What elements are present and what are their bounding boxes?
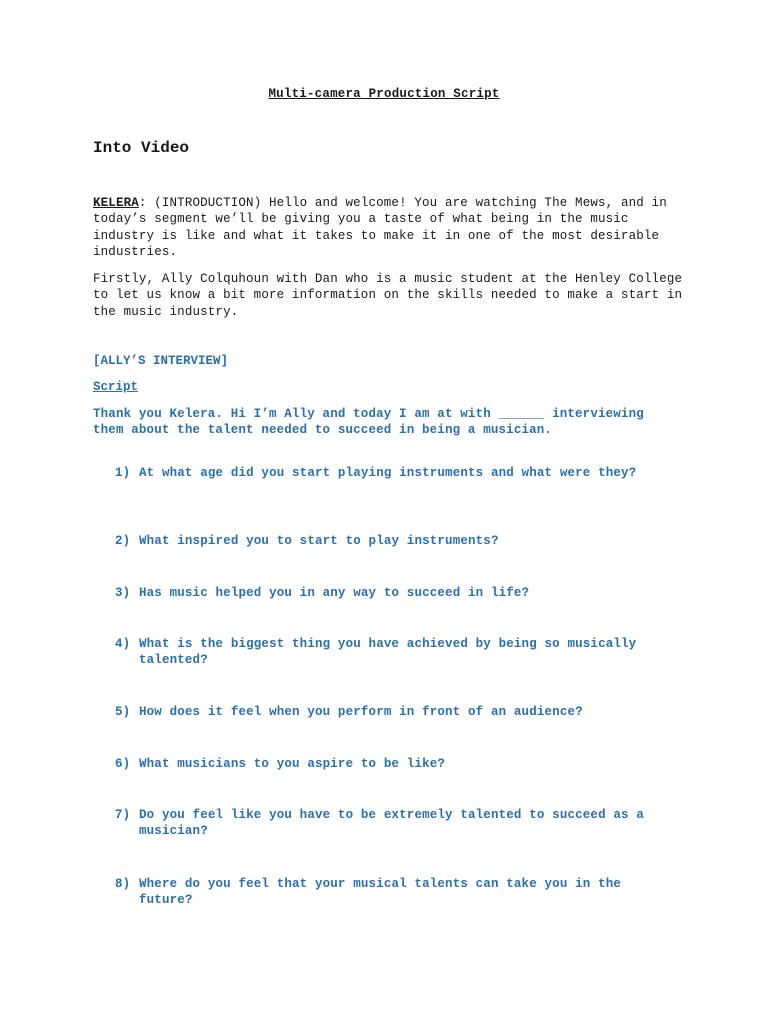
question-text: How does it feel when you perform in front of an audience? bbox=[139, 705, 583, 719]
question-number: 5) bbox=[115, 705, 131, 719]
ally-intro-paragraph: Thank you Kelera. Hi I’m Ally and today I am at with ______ interviewing them about the talent needed to succeed in being a musician. bbox=[93, 407, 644, 438]
question-item bbox=[115, 585, 675, 601]
question-number: 7) bbox=[115, 808, 131, 822]
question-item bbox=[115, 876, 675, 909]
question-text: What is the biggest thing you have achieved by being so musically talented? bbox=[139, 637, 637, 668]
question-text: Where do you feel that your musical talents can take you in the future? bbox=[139, 877, 622, 908]
question-text: Do you feel like you have to be extremely talented to succeed as a musician? bbox=[139, 808, 644, 839]
question-text: What inspired you to start to play instruments? bbox=[139, 534, 499, 548]
question-number: 1) bbox=[115, 466, 131, 480]
interview-heading: [ALLY’S INTERVIEW] bbox=[93, 354, 229, 368]
second-paragraph: Firstly, Ally Colquhoun with Dan who is a music student at the Henley College to let us know a bit more information on the skills needed to make a start in the music industry. bbox=[93, 272, 683, 319]
question-item bbox=[115, 807, 675, 840]
question-text: Has music helped you in any way to succeed in life? bbox=[139, 586, 530, 600]
question-item bbox=[115, 636, 675, 669]
question-number: 2) bbox=[115, 534, 131, 548]
intro-text: : (INTRODUCTION) Hello and welcome! You are watching The Mews, and in today’s segment we’ll be giving you a taste of what being in the music industry is like and what it takes to make it in one of the most desirable industries. bbox=[93, 196, 667, 259]
intro-paragraph bbox=[93, 195, 683, 260]
question-item bbox=[115, 533, 675, 549]
question-number: 3) bbox=[115, 586, 131, 600]
section-heading: Into Video bbox=[93, 139, 190, 157]
question-text: At what age did you start playing instruments and what were they? bbox=[139, 466, 637, 480]
question-text: What musicians to you aspire to be like? bbox=[139, 757, 446, 771]
document-title: Multi-camera Production Script bbox=[268, 87, 500, 101]
question-item bbox=[115, 756, 675, 772]
speaker-name: KELERA bbox=[93, 196, 139, 210]
question-item bbox=[115, 704, 675, 720]
script-label: Script bbox=[93, 380, 139, 394]
question-number: 4) bbox=[115, 637, 131, 651]
question-item bbox=[115, 465, 675, 481]
question-number: 6) bbox=[115, 757, 131, 771]
question-number: 8) bbox=[115, 877, 131, 891]
